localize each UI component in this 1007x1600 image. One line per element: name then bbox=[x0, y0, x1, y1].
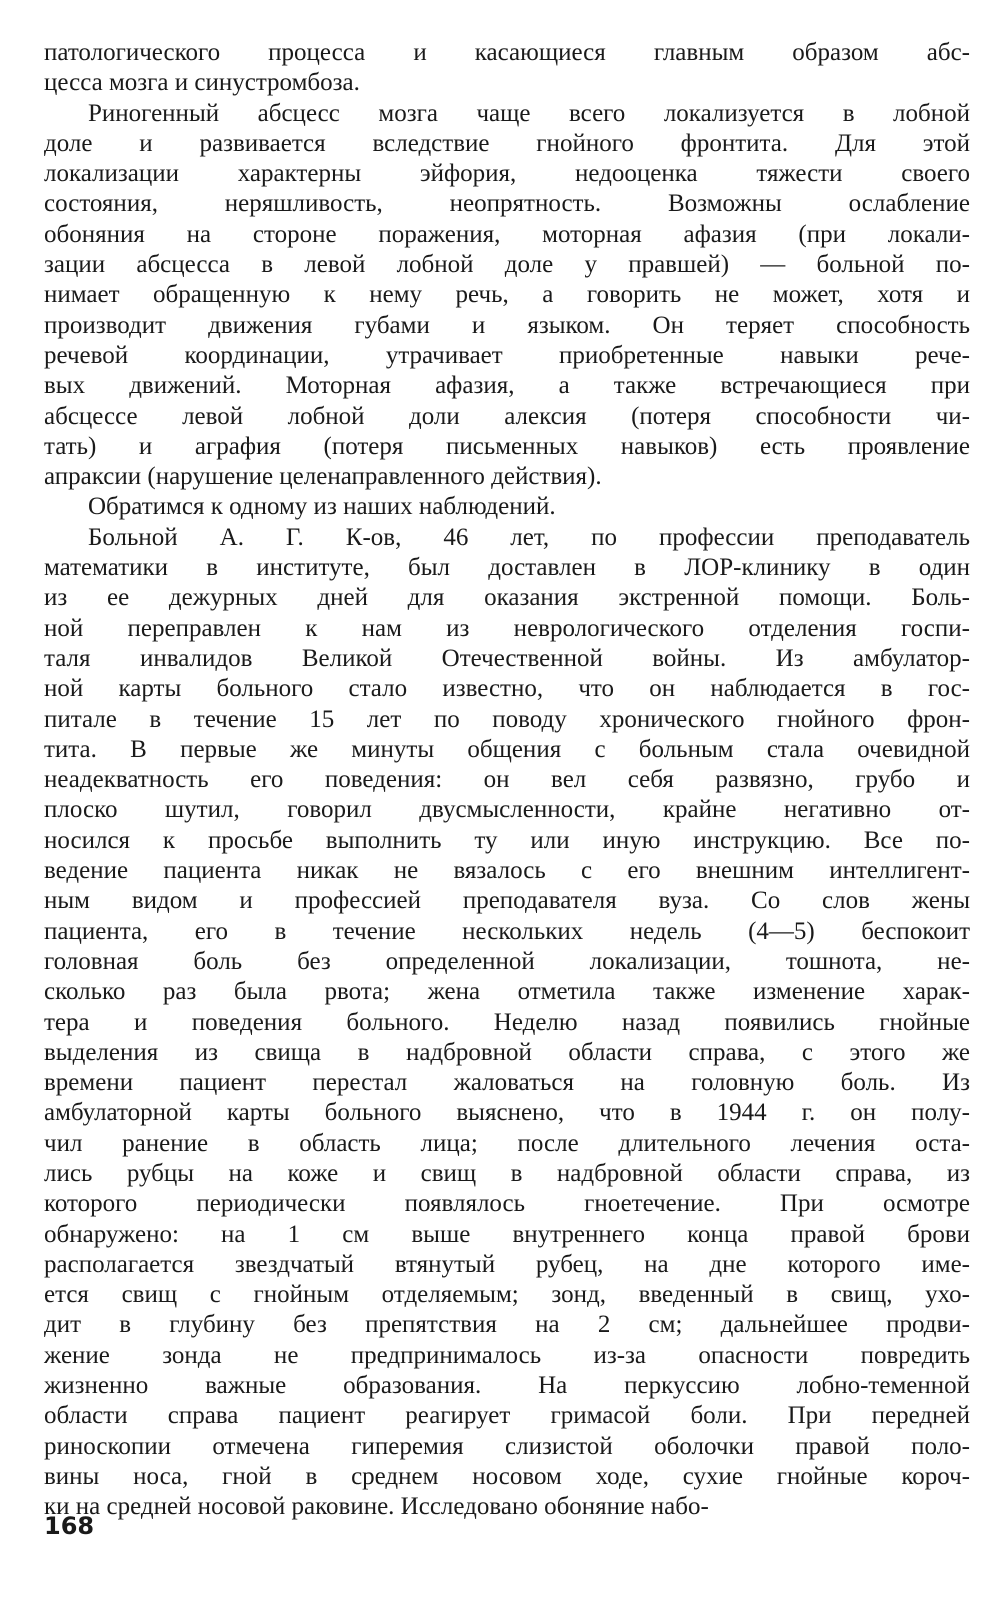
text-line: математики в институте, был доставлен в ЛОР-клинику в один bbox=[44, 554, 970, 582]
text-line: зации абсцесса в левой лобной доле у правшей) — больной по- bbox=[44, 251, 970, 279]
text-line: таля инвалидов Великой Отечественной войны. Из амбулатор- bbox=[44, 644, 970, 672]
text-line: состояния, неряшливость, неопрятность. Возможны ослабление bbox=[44, 190, 970, 218]
text-line: ным видом и профессией преподавателя вуза. Со слов жены bbox=[44, 887, 970, 915]
text-line: речевой координации, утрачивает приобретенные навыки рече- bbox=[44, 341, 970, 369]
text-line: пациента, его в течение нескольких недель (4—5) беспокоит bbox=[44, 917, 970, 945]
text-line: апраксии (нарушение целенаправленного действия). bbox=[44, 463, 602, 491]
text-line: амбулаторной карты больного выяснено, что в 1944 г. он полу- bbox=[44, 1099, 970, 1127]
text-line: Риногенный абсцесс мозга чаще всего локализуется в лобной bbox=[88, 99, 970, 127]
text-line: ведение пациента никак не вязалось с его внешним интеллигент- bbox=[44, 857, 970, 885]
text-line: лись рубцы на коже и свищ в надбровной области справа, из bbox=[44, 1159, 970, 1187]
text-line: дит в глубину без препятствия на 2 см; дальнейшее продви- bbox=[44, 1311, 970, 1339]
text-line: ной переправлен к нам из неврологического отделения госпи- bbox=[44, 614, 970, 642]
text-line: ки на средней носовой раковине. Исследовано обоняние набо- bbox=[44, 1493, 709, 1521]
paragraph bbox=[44, 492, 970, 522]
text-line: тать) и аграфия (потеря письменных навыков) есть проявление bbox=[44, 432, 970, 460]
paragraph bbox=[44, 38, 970, 99]
text-line: тита. В первые же минуты общения с больным стала очевидной bbox=[44, 735, 970, 763]
text-line: патологического процесса и касающиеся главным образом абс- bbox=[44, 39, 970, 66]
text-line: вых движений. Моторная афазия, а также встречающиеся при bbox=[44, 372, 970, 400]
text-line: из ее дежурных дней для оказания экстренной помощи. Боль- bbox=[44, 584, 970, 612]
text-line: обнаружено: на 1 см выше внутреннего конца правой брови bbox=[44, 1220, 970, 1248]
text-line: жизненно важные образования. На перкуссию лобно-теменной bbox=[44, 1372, 970, 1400]
text-line: цесса мозга и синустромбоза. bbox=[44, 69, 360, 97]
page-text bbox=[44, 38, 970, 1523]
text-line: производит движения губами и языком. Он теряет способность bbox=[44, 311, 970, 339]
text-line: риноскопии отмечена гиперемия слизистой оболочки правой поло- bbox=[44, 1432, 970, 1460]
text-line: питале в течение 15 лет по поводу хронического гнойного фрон- bbox=[44, 705, 970, 733]
text-line: вины носа, гной в среднем носовом ходе, сухие гнойные короч- bbox=[44, 1462, 970, 1490]
text-line: неадекватность его поведения: он вел себя развязно, грубо и bbox=[44, 766, 970, 794]
page-number: 168 bbox=[44, 1512, 95, 1540]
text-line: носился к просьбе выполнить ту или иную инструкцию. Все по- bbox=[44, 826, 970, 854]
text-line: обоняния на стороне поражения, моторная афазия (при локали- bbox=[44, 220, 970, 248]
paragraph bbox=[44, 99, 970, 493]
text-line: чил ранение в область лица; после длительного лечения оста- bbox=[44, 1129, 970, 1157]
paragraph bbox=[44, 523, 970, 1523]
text-line: сколько раз была рвота; жена отметила также изменение харак- bbox=[44, 978, 970, 1006]
text-line: которого периодически появлялось гноетечение. При осмотре bbox=[44, 1190, 970, 1218]
text-line: тера и поведения больного. Неделю назад появились гнойные bbox=[44, 1008, 970, 1036]
text-line: доле и развивается вследствие гнойного фронтита. Для этой bbox=[44, 129, 970, 157]
text-line: плоско шутил, говорил двусмысленности, крайне негативно от- bbox=[44, 796, 970, 824]
text-line: Больной А. Г. К-ов, 46 лет, по профессии преподаватель bbox=[88, 523, 970, 551]
text-line: головная боль без определенной локализации, тошнота, не- bbox=[44, 947, 970, 975]
text-line: нимает обращенную к нему речь, а говорить не может, хотя и bbox=[44, 281, 970, 309]
text-line: жение зонда не предпринималось из-за опасности повредить bbox=[44, 1341, 970, 1369]
text-line: времени пациент перестал жаловаться на головную боль. Из bbox=[44, 1069, 970, 1097]
text-line: абсцессе левой лобной доли алексия (потеря способности чи- bbox=[44, 402, 970, 430]
text-line: Обратимся к одному из наших наблюдений. bbox=[88, 493, 556, 521]
text-line: ется свищ с гнойным отделяемым; зонд, введенный в свищ, ухо- bbox=[44, 1281, 970, 1309]
text-line: локализации характерны эйфория, недооценка тяжести своего bbox=[44, 160, 970, 188]
text-line: выделения из свища в надбровной области справа, с этого же bbox=[44, 1038, 970, 1066]
text-line: располагается звездчатый втянутый рубец, на дне которого име- bbox=[44, 1250, 970, 1278]
text-line: области справа пациент реагирует гримасой боли. При передней bbox=[44, 1402, 970, 1430]
text-line: ной карты больного стало известно, что он наблюдается в гос- bbox=[44, 675, 970, 703]
